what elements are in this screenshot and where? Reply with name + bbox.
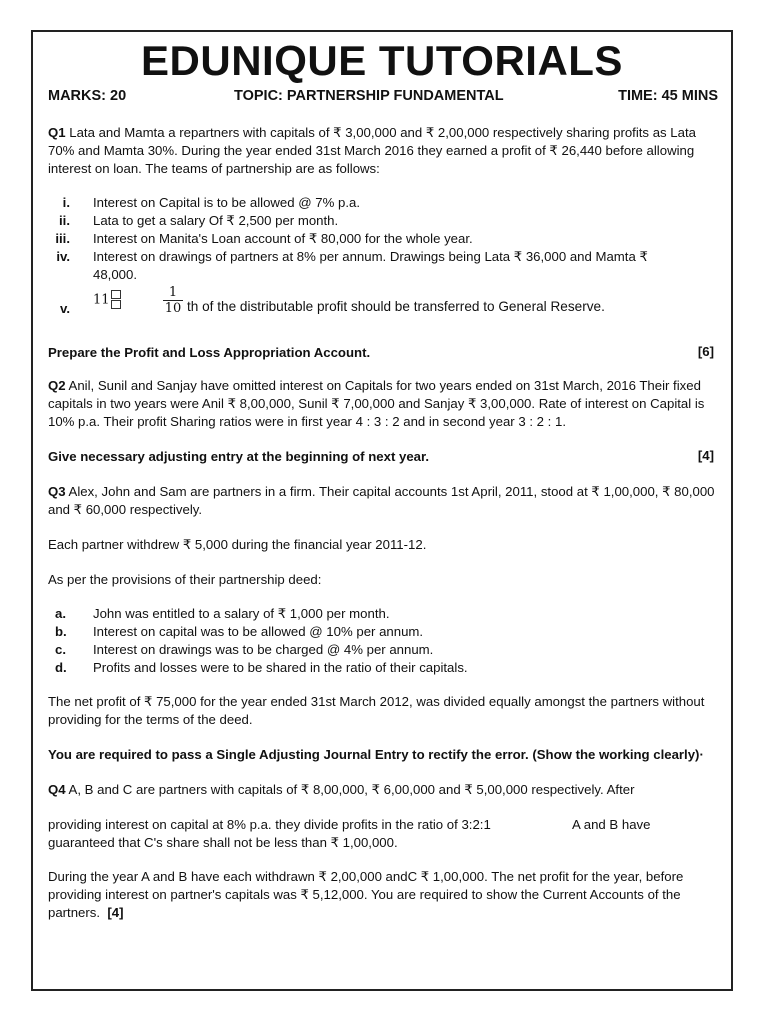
- fraction-denominator: 10: [164, 301, 182, 316]
- q4-line-2b: A and B have: [572, 817, 651, 832]
- q3-net-profit: The net profit of ₹ 75,000 for the year ended 31st March 2012, was divided equally amongst the partners without providing for the terms of the deed.: [48, 694, 705, 727]
- q4-paragraph-text: During the year A and B have each withdrawn ₹ 2,00,000 andC ₹ 1,00,000. The net profit for the year, before providing interest on partner's capitals was ₹ 5,12,000. You are required to show the Current Accounts of the partners.: [48, 869, 684, 920]
- q1-item-marker: iv.: [56, 249, 70, 264]
- q1-intro-text: Lata and Mamta a repartners with capitals of ₹ 3,00,000 and ₹ 2,00,000 respectively sharing profits as Lata 70% and Mamta 30%. During the year ended 31st March 2016 they earned a profit of ₹ 26,440 before allowing interest on loan. The teams of partnership are as follows:: [48, 125, 696, 176]
- q3-item-text: Interest on drawings was to be charged @ 4% per annum.: [93, 642, 434, 657]
- q2-marks: [4]: [697, 448, 714, 463]
- time-label: TIME: 45 MINS: [618, 88, 718, 104]
- q2-body: Anil, Sunil and Sanjay have omitted interest on Capitals for two years ended on 31st March, 2016 Their fixed capitals in two years were Anil ₹ 8,00,000, Sunil ₹ 7,00,000 and Sanjay ₹ 3,00,000. Rate of interest on Capital is 10% p.a. Their profit Sharing ratios were in first year 4 : 3 : 2 and in second year 3 : 2 : 1.: [48, 378, 705, 429]
- q3-item-marker: d.: [55, 660, 67, 675]
- q3-instruction: You are required to pass a Single Adjusting Journal Entry to rectify the error. (Show the working clearly)·: [48, 747, 704, 762]
- q4-line-1: [48, 781, 718, 799]
- q1-label: Q1: [48, 125, 66, 140]
- q3-text: [48, 483, 718, 519]
- worksheet-page: [31, 30, 733, 991]
- q1-item-marker: i.: [62, 195, 70, 210]
- q3-item-text: Profits and losses were to be shared in the ratio of their capitals.: [93, 660, 468, 675]
- q3-item-marker: b.: [55, 624, 67, 639]
- q1-item-marker: v.: [59, 301, 70, 316]
- whole-number: 11: [93, 292, 110, 308]
- q1-item-marker: iii.: [55, 231, 70, 246]
- q2-instruction: Give necessary adjusting entry at the beginning of next year.: [48, 449, 430, 464]
- q3-item-marker: c.: [55, 642, 66, 657]
- q3-withdrew: Each partner withdrew ₹ 5,000 during the financial year 2011-12.: [48, 537, 427, 552]
- q4-line-2: [48, 816, 718, 834]
- q2-label: Q2: [48, 378, 66, 393]
- q1-item-text: Lata to get a salary Of ₹ 2,500 per month.: [93, 213, 339, 228]
- q1-instruction: Prepare the Profit and Loss Appropriation Account.: [48, 345, 371, 360]
- fraction: [163, 285, 183, 316]
- q3-item-text: Interest on capital was to be allowed @ 10% per annum.: [93, 624, 424, 639]
- q4-line-3: guaranteed that C's share shall not be less than ₹ 1,00,000.: [48, 835, 398, 850]
- q3-label: Q3: [48, 484, 66, 499]
- q1-marks: [6]: [697, 344, 714, 359]
- q4-line-1-text: A, B and C are partners with capitals of ₹ 8,00,000, ₹ 6,00,000 and ₹ 5,00,000 respectively. After: [65, 782, 635, 797]
- q1-item-text: th of the distributable profit should be transferred to General Reserve.: [187, 299, 605, 314]
- q1-item-text: Interest on Manita's Loan account of ₹ 80,000 for the whole year.: [93, 231, 473, 246]
- fraction-numerator: 1: [168, 285, 178, 300]
- q4-marks: [4]: [107, 905, 124, 920]
- q3-item-marker: a.: [55, 606, 66, 621]
- q1-item-text: Interest on Capital is to be allowed @ 7% p.a.: [93, 195, 361, 210]
- q2-text: [48, 377, 718, 431]
- placeholder-fraction-icon: [111, 290, 121, 310]
- q4-paragraph: [48, 868, 718, 922]
- q3-provisions: As per the provisions of their partnership deed:: [48, 572, 322, 587]
- q4-label: Q4: [48, 782, 66, 797]
- q4-line-2a: providing interest on capital at 8% p.a. they divide profits in the ratio of 3:2:1: [48, 817, 491, 832]
- topic-label: TOPIC: PARTNERSHIP FUNDAMENTAL: [234, 88, 504, 104]
- marks-label: MARKS: 20: [48, 88, 127, 104]
- q1-intro: [48, 124, 718, 178]
- mixed-fraction: [93, 290, 121, 310]
- q1-item-marker: ii.: [59, 213, 70, 228]
- q1-item-text: Interest on drawings of partners at 8% per annum. Drawings being Lata ₹ 36,000 and Mamta ₹ 48,000.: [93, 249, 648, 282]
- page-title: EDUNIQUE TUTORIALS: [141, 37, 623, 84]
- q3-body: Alex, John and Sam are partners in a firm. Their capital accounts 1st April, 2011, stood at ₹ 1,00,000, ₹ 80,000 and ₹ 60,000 respectively.: [48, 484, 715, 517]
- q3-item-text: John was entitled to a salary of ₹ 1,000 per month.: [93, 606, 390, 621]
